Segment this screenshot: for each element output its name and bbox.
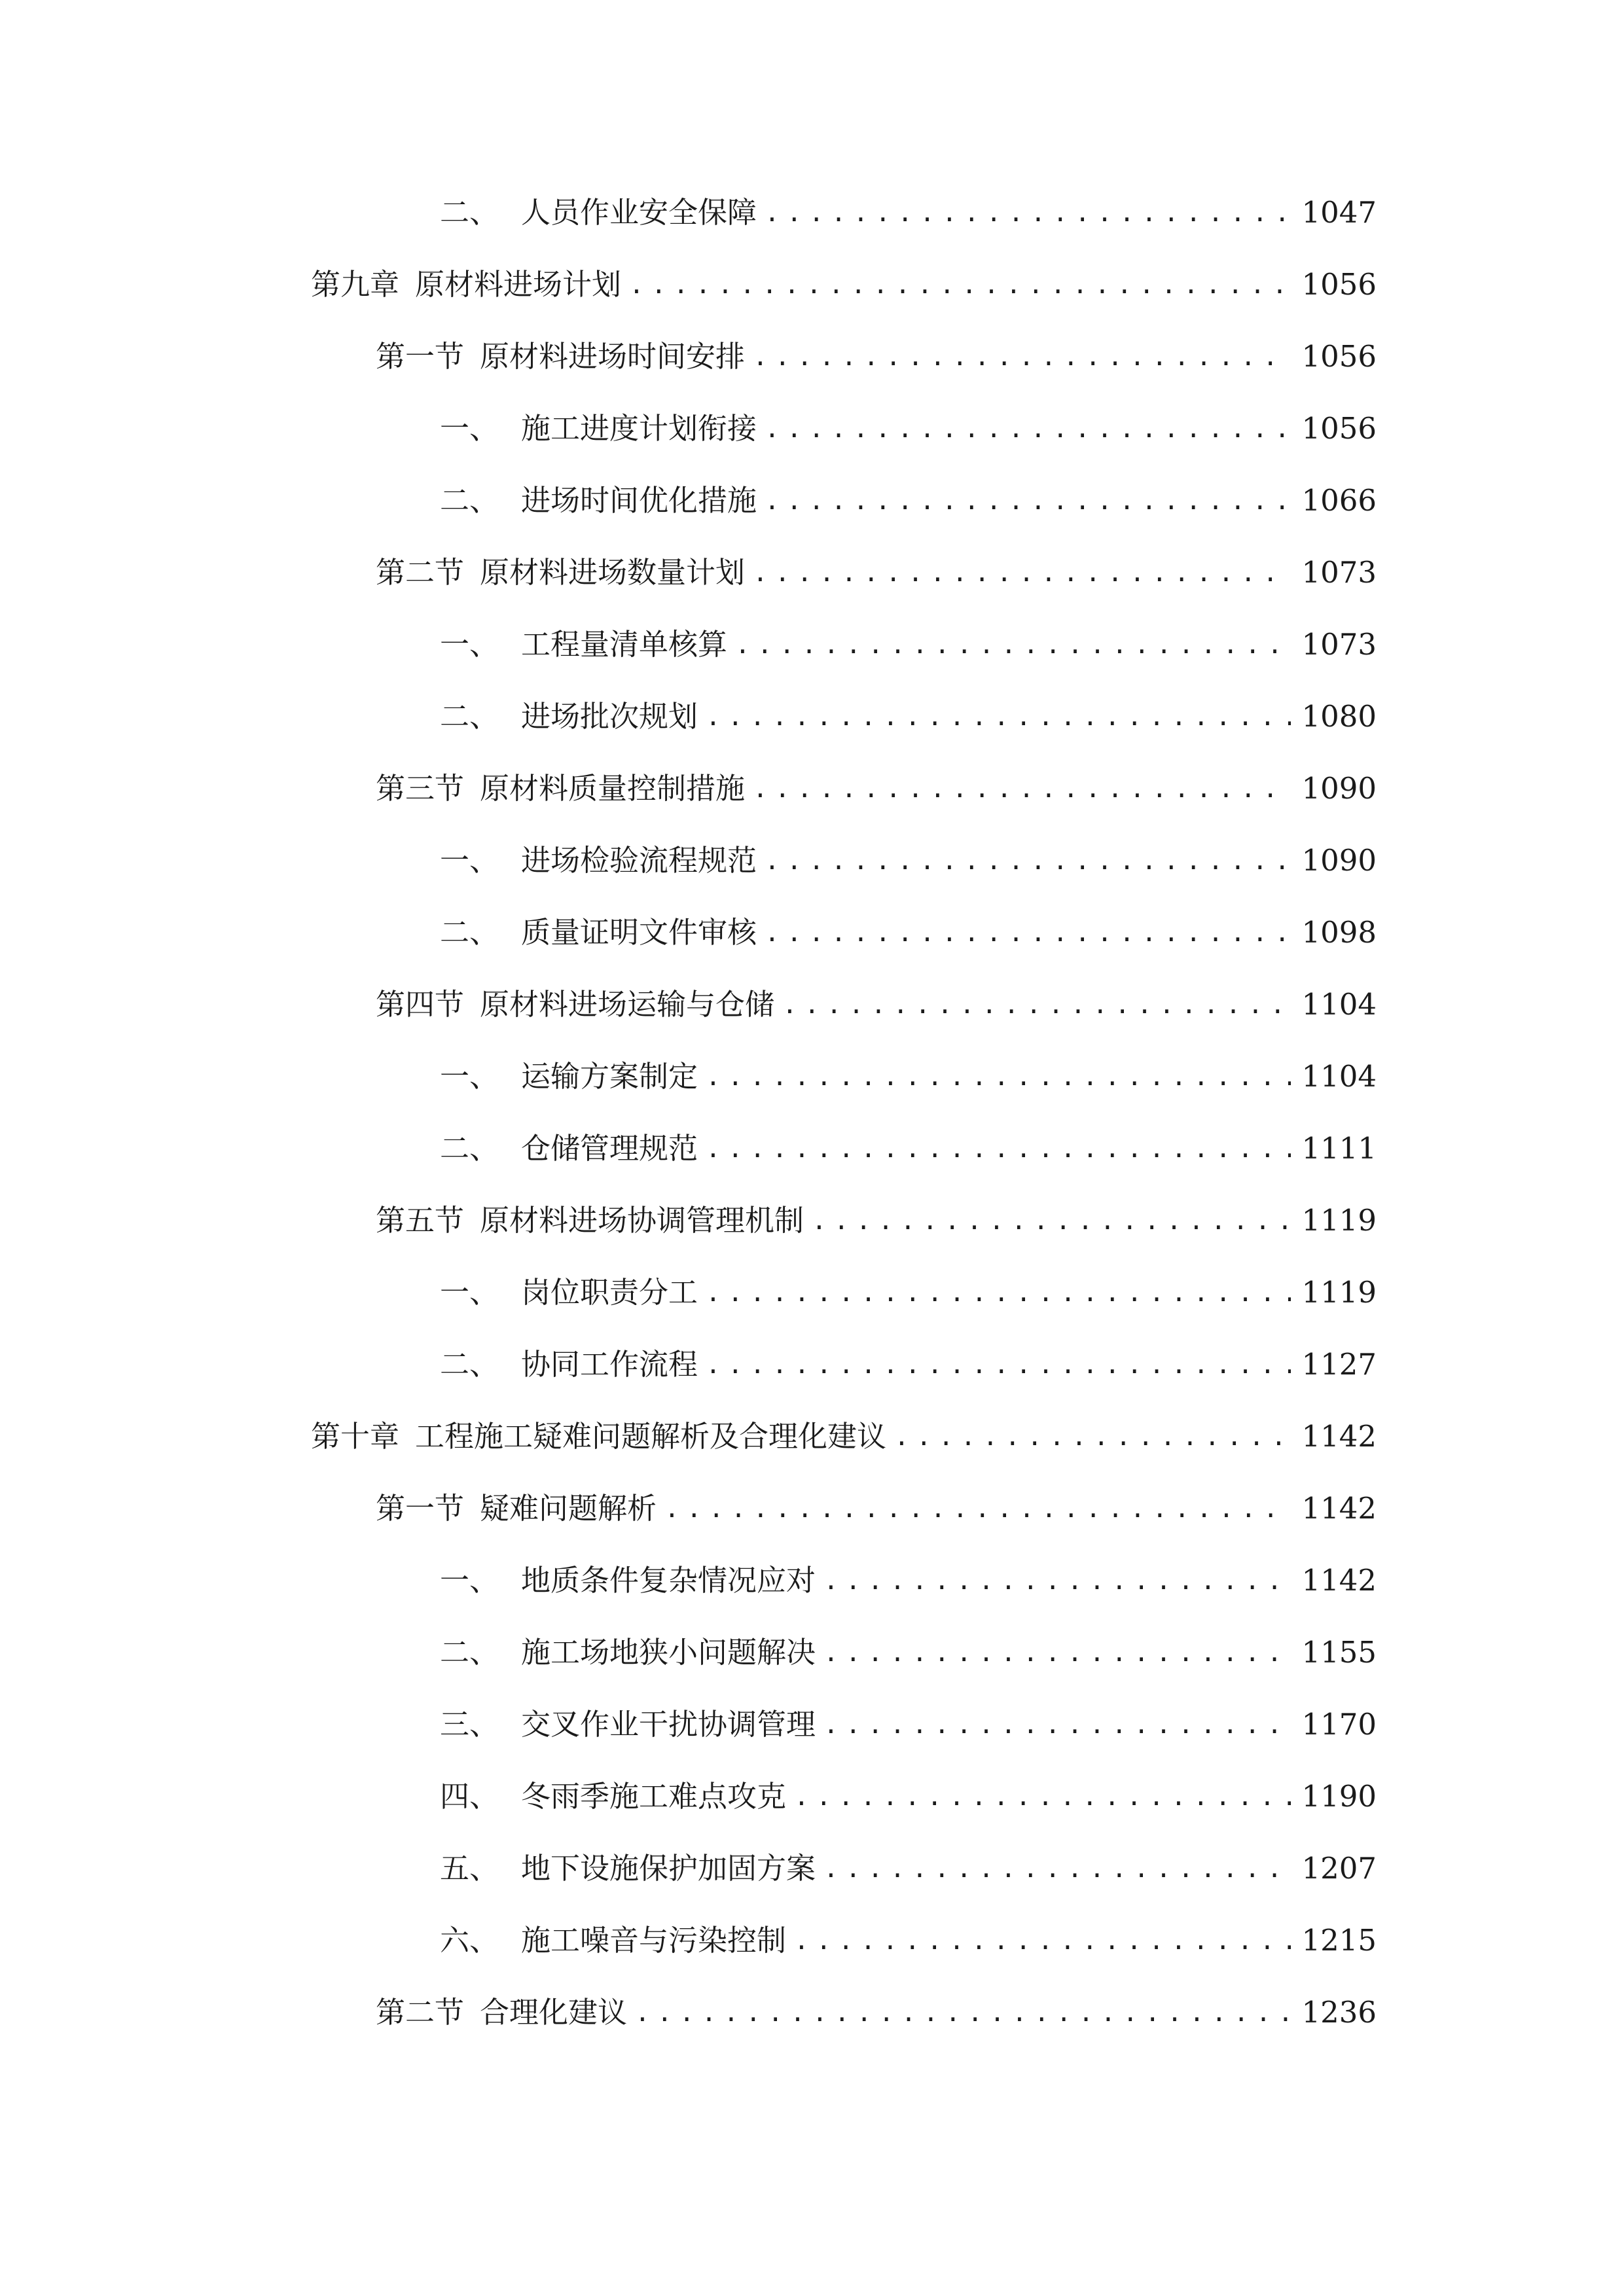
toc-entry[interactable] — [440, 1846, 1377, 1892]
toc-entry-page: 1170 — [1301, 1707, 1377, 1742]
toc-dot-leader — [706, 694, 1291, 740]
toc-entry-number: 二、 — [440, 915, 499, 950]
toc-entry-number: 二、 — [440, 483, 499, 518]
toc-entry-page: 1090 — [1301, 771, 1377, 806]
toc-entry[interactable] — [376, 1990, 1377, 2036]
toc-entry-page: 1098 — [1301, 915, 1377, 950]
toc-dot-leader — [782, 982, 1291, 1028]
toc-dot-leader — [635, 1990, 1291, 2036]
toc-entry-page: 1119 — [1301, 1275, 1377, 1310]
toc-entry-number: 一、 — [440, 627, 499, 662]
toc-entry-title: 原材料进场运输与仓储 — [480, 987, 775, 1022]
toc-entry-title: 冬雨季施工难点攻克 — [521, 1779, 787, 1814]
toc-entry-number: 三、 — [440, 1707, 499, 1742]
toc-entry-number: 二、 — [440, 1347, 499, 1382]
toc-entry[interactable] — [376, 982, 1377, 1028]
toc-entry[interactable] — [376, 766, 1377, 812]
toc-entry-page: 1119 — [1301, 1203, 1377, 1238]
toc-entry-number: 五、 — [440, 1851, 499, 1886]
toc-entry[interactable] — [376, 550, 1377, 596]
toc-entry-title: 工程量清单核算 — [521, 627, 728, 662]
toc-entry-number: 第十章 — [311, 1419, 400, 1454]
toc-entry-title: 交叉作业干扰协调管理 — [521, 1707, 816, 1742]
toc-entry-page: 1111 — [1301, 1131, 1377, 1166]
toc-entry-number: 第九章 — [311, 267, 400, 302]
toc-dot-leader — [823, 1846, 1291, 1892]
toc-entry[interactable] — [440, 1126, 1377, 1172]
toc-dot-leader — [706, 1270, 1291, 1316]
toc-entry[interactable] — [440, 1270, 1377, 1316]
toc-entry-page: 1142 — [1301, 1419, 1377, 1454]
toc-entry-title: 原材料进场协调管理机制 — [480, 1203, 804, 1238]
toc-entry[interactable] — [376, 1486, 1377, 1532]
toc-entry[interactable] — [440, 1054, 1377, 1100]
toc-entry-page: 1080 — [1301, 699, 1377, 734]
toc-dot-leader — [629, 262, 1291, 308]
toc-entry-page: 1056 — [1301, 267, 1377, 302]
toc-entry[interactable] — [440, 1342, 1377, 1388]
toc-entry-number: 二、 — [440, 1635, 499, 1670]
toc-entry-title: 仓储管理规范 — [521, 1131, 698, 1166]
toc-entry[interactable] — [440, 406, 1377, 452]
toc-entry-number: 二、 — [440, 699, 499, 734]
toc-entry-title: 地质条件复杂情况应对 — [521, 1563, 816, 1598]
toc-dot-leader — [765, 478, 1291, 524]
toc-entry-title: 进场时间优化措施 — [521, 483, 757, 518]
toc-entry-number: 第一节 — [376, 1491, 465, 1526]
toc-entry-page: 1056 — [1301, 411, 1377, 446]
toc-entry-title: 疑难问题解析 — [480, 1491, 657, 1526]
toc-entry[interactable] — [440, 1558, 1377, 1604]
toc-entry-number: 第一节 — [376, 339, 465, 374]
toc-dot-leader — [765, 406, 1291, 452]
toc-entry-page: 1090 — [1301, 843, 1377, 878]
toc-dot-leader — [794, 1774, 1291, 1820]
toc-entry-page: 1073 — [1301, 627, 1377, 662]
toc-entry-number: 二、 — [440, 1131, 499, 1166]
toc-dot-leader — [706, 1054, 1291, 1100]
toc-entry-number: 六、 — [440, 1923, 499, 1958]
toc-entry[interactable] — [440, 190, 1377, 236]
toc-dot-leader — [823, 1702, 1291, 1748]
toc-entry[interactable] — [440, 622, 1377, 668]
toc-entry-title: 质量证明文件审核 — [521, 915, 757, 950]
toc-entry-number: 四、 — [440, 1779, 499, 1814]
toc-dot-leader — [753, 550, 1291, 596]
toc-dot-leader — [812, 1198, 1291, 1244]
toc-entry-title: 施工场地狭小问题解决 — [521, 1635, 816, 1670]
toc-entry-page: 1104 — [1301, 1059, 1377, 1094]
toc-entry-title: 施工进度计划衔接 — [521, 411, 757, 446]
toc-entry-title: 人员作业安全保障 — [521, 195, 757, 230]
toc-entry-page: 1142 — [1301, 1491, 1377, 1526]
toc-entry-title: 合理化建议 — [480, 1995, 628, 2030]
toc-entry-number: 二、 — [440, 195, 499, 230]
toc-entry[interactable] — [440, 1630, 1377, 1676]
toc-entry-number: 一、 — [440, 1275, 499, 1310]
toc-entry-page: 1142 — [1301, 1563, 1377, 1598]
toc-entry-title: 原材料进场数量计划 — [480, 555, 746, 590]
toc-entry-number: 第三节 — [376, 771, 465, 806]
toc-entry-title: 原材料进场时间安排 — [480, 339, 746, 374]
toc-dot-leader — [894, 1414, 1291, 1460]
toc-dot-leader — [765, 838, 1291, 884]
toc-entry[interactable] — [376, 334, 1377, 380]
toc-entry-title: 协同工作流程 — [521, 1347, 698, 1382]
toc-entry-number: 第五节 — [376, 1203, 465, 1238]
toc-entry-page: 1155 — [1301, 1635, 1377, 1670]
toc-entry-title: 岗位职责分工 — [521, 1275, 698, 1310]
toc-dot-leader — [765, 910, 1291, 956]
toc-entry-page: 1104 — [1301, 987, 1377, 1022]
toc-entry[interactable] — [376, 1198, 1377, 1244]
toc-entry[interactable] — [311, 262, 1377, 308]
toc-dot-leader — [823, 1630, 1291, 1676]
toc-entry-page: 1207 — [1301, 1851, 1377, 1886]
toc-entry-page: 1236 — [1301, 1995, 1377, 2030]
toc-entry[interactable] — [440, 694, 1377, 740]
toc-dot-leader — [735, 622, 1291, 668]
toc-entry[interactable] — [440, 838, 1377, 884]
toc-dot-leader — [706, 1342, 1291, 1388]
toc-entry-page: 1190 — [1301, 1779, 1377, 1814]
toc-entry-title: 原材料质量控制措施 — [480, 771, 746, 806]
toc-entry-page: 1047 — [1301, 195, 1377, 230]
toc-dot-leader — [706, 1126, 1291, 1172]
toc-dot-leader — [753, 766, 1291, 812]
toc-entry[interactable] — [440, 910, 1377, 956]
toc-dot-leader — [794, 1918, 1291, 1964]
toc-entry-number: 一、 — [440, 1563, 499, 1598]
toc-entry-title: 运输方案制定 — [521, 1059, 698, 1094]
toc-entry[interactable] — [440, 1702, 1377, 1748]
toc-entry-title: 原材料进场计划 — [415, 267, 622, 302]
toc-entry-number: 一、 — [440, 1059, 499, 1094]
toc-entry-number: 一、 — [440, 411, 499, 446]
toc-entry-page: 1066 — [1301, 483, 1377, 518]
toc-entry[interactable] — [440, 1918, 1377, 1964]
toc-entry[interactable] — [311, 1414, 1377, 1460]
toc-dot-leader — [765, 190, 1291, 236]
toc-entry-page: 1073 — [1301, 555, 1377, 590]
toc-entry-title: 施工噪音与污染控制 — [521, 1923, 787, 1958]
toc-entry-title: 工程施工疑难问题解析及合理化建议 — [415, 1419, 887, 1454]
toc-entry-page: 1127 — [1301, 1347, 1377, 1382]
toc-entry-title: 地下设施保护加固方案 — [521, 1851, 816, 1886]
toc-entry-number: 第二节 — [376, 555, 465, 590]
toc-dot-leader — [753, 334, 1291, 380]
toc-entry[interactable] — [440, 478, 1377, 524]
toc-entry-title: 进场检验流程规范 — [521, 843, 757, 878]
toc-entry-title: 进场批次规划 — [521, 699, 698, 734]
toc-entry-number: 一、 — [440, 843, 499, 878]
toc-entry[interactable] — [440, 1774, 1377, 1820]
toc-entry-number: 第二节 — [376, 1995, 465, 2030]
toc-dot-leader — [823, 1558, 1291, 1604]
toc-entry-page: 1215 — [1301, 1923, 1377, 1958]
toc-entry-number: 第四节 — [376, 987, 465, 1022]
toc-dot-leader — [664, 1486, 1291, 1532]
toc-entry-page: 1056 — [1301, 339, 1377, 374]
